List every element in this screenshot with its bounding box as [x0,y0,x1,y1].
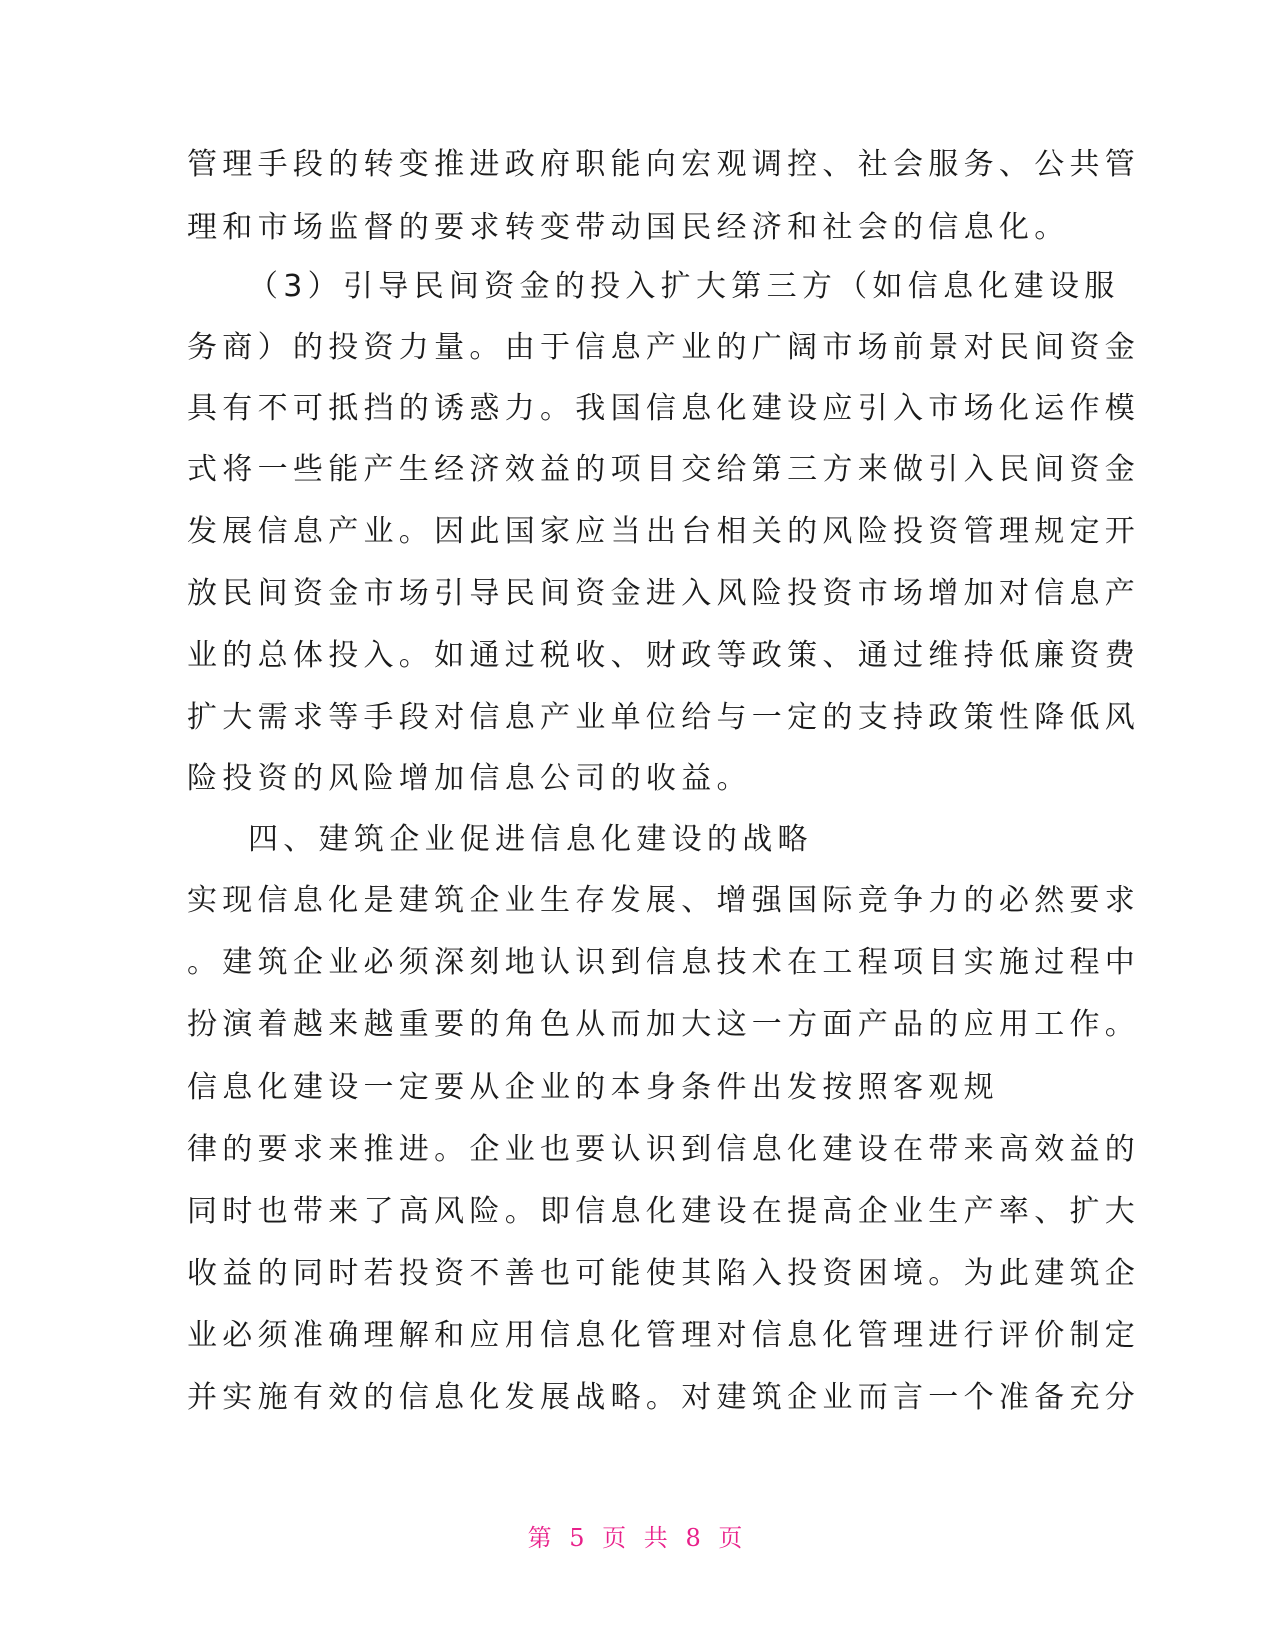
paragraph-start-line: （3）引导民间资金的投入扩大第三方（如信息化建设服 [248,269,1120,304]
body-line: 。建筑企业必须深刻地认识到信息技术在工程项目实施过程中 [187,945,1141,980]
page-number-footer: 第 5 页 共 8 页 [527,1524,748,1552]
body-line: 务商）的投资力量。由于信息产业的广阔市场前景对民间资金 [187,330,1141,365]
body-line: 业必须准确理解和应用信息化管理对信息化管理进行评价制定 [187,1318,1141,1353]
body-line: 式将一些能产生经济效益的项目交给第三方来做引入民间资金 [187,452,1141,487]
body-line: 同时也带来了高风险。即信息化建设在提高企业生产率、扩大 [187,1194,1141,1229]
body-line: 管理手段的转变推进政府职能向宏观调控、社会服务、公共管 [187,147,1141,182]
body-line: 发展信息产业。因此国家应当出台相关的风险投资管理规定开 [187,514,1141,549]
body-line: 实现信息化是建筑企业生存发展、增强国际竞争力的必然要求 [187,883,1141,918]
body-line: 扮演着越来越重要的角色从而加大这一方面产品的应用工作。 [187,1007,1141,1042]
body-line: 险投资的风险增加信息公司的收益。 [187,761,752,796]
body-line: 律的要求来推进。企业也要认识到信息化建设在带来高效益的 [187,1132,1141,1167]
body-line: 收益的同时若投资不善也可能使其陷入投资困境。为此建筑企 [187,1256,1141,1291]
body-line: 并实施有效的信息化发展战略。对建筑企业而言一个准备充分 [187,1380,1141,1415]
body-line: 具有不可抵挡的诱惑力。我国信息化建设应引入市场化运作模 [187,391,1141,426]
body-line: 理和市场监督的要求转变带动国民经济和社会的信息化。 [187,210,1070,245]
body-line: 信息化建设一定要从企业的本身条件出发按照客观规 [187,1070,999,1105]
body-line: 业的总体投入。如通过税收、财政等政策、通过维持低廉资费 [187,638,1141,673]
body-line: 放民间资金市场引导民间资金进入风险投资市场增加对信息产 [187,576,1141,611]
body-line: 扩大需求等手段对信息产业单位给与一定的支持政策性降低风 [187,700,1141,735]
section-heading: 四、建筑企业促进信息化建设的战略 [248,822,813,857]
